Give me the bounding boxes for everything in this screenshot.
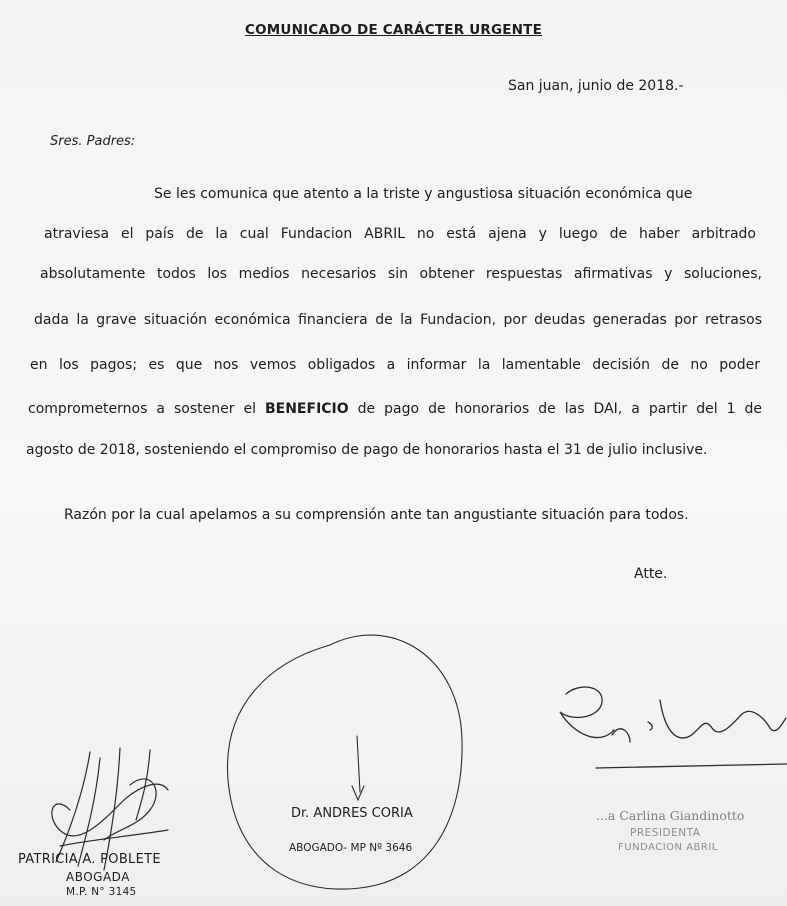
- beneficio-emphasis: BENEFICIO: [264, 401, 349, 417]
- left-signatory-name: PATRICIA A. POBLETE: [18, 852, 161, 867]
- body-line-5: en los pagos; es que nos vemos obligados a informar la lamentable decisión de no poder: [30, 357, 760, 373]
- body-line-6-text-b: de pago de honorarios de las DAI, a partir del 1 de: [348, 401, 762, 417]
- body-line-1: Se les comunica que atento a la triste y angustiosa situación económica que: [154, 186, 693, 202]
- right-stamp-name: ...a Carlina Giandinotto: [596, 808, 745, 823]
- right-stamp-org: FUNDACION ABRIL: [618, 842, 718, 853]
- body-line-6-text-a: comprometernos a sostener el: [28, 401, 265, 417]
- body-line-7: agosto de 2018, sosteniendo el compromiso de pago de honorarios hasta el 31 de julio inclusive.: [26, 442, 708, 458]
- document-title: COMUNICADO DE CARÁCTER URGENTE: [245, 22, 542, 38]
- left-signatory-title: ABOGADA: [66, 870, 130, 884]
- body-line-2: atraviesa el país de la cual Fundacion ABRIL no está ajena y luego de haber arbitrado: [44, 226, 756, 242]
- center-signatory-name: Dr. ANDRES CORIA: [291, 806, 413, 821]
- right-signature-scribble: [560, 687, 787, 768]
- body-line-4: dada la grave situación económica financiera de la Fundacion, por deudas generadas por retrasos: [34, 312, 762, 328]
- document-date: San juan, junio de 2018.-: [508, 78, 684, 94]
- closing: Atte.: [634, 566, 668, 582]
- left-signatory-registration: M.P. N° 3145: [66, 886, 137, 898]
- center-signatory-title: ABOGADO- MP Nº 3646: [289, 842, 413, 854]
- salutation: Sres. Padres:: [50, 134, 136, 149]
- right-stamp-title: PRESIDENTA: [630, 827, 701, 839]
- body-line-3: absolutamente todos los medios necesarios sin obtener respuestas afirmativas y soluciones,: [40, 266, 762, 282]
- reason-paragraph: Razón por la cual apelamos a su comprensión ante tan angustiante situación para todos.: [64, 507, 689, 523]
